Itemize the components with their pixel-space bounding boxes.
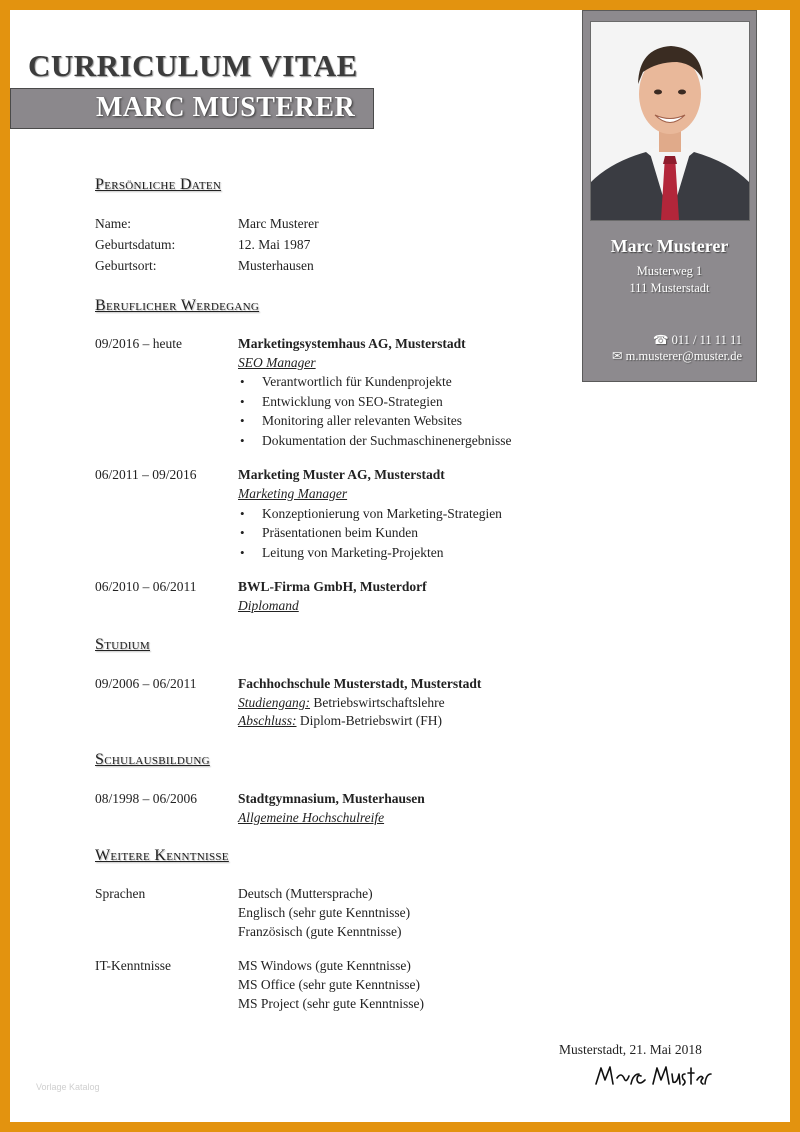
career-task: Verantwortlich für Kundenprojekte (262, 374, 452, 389)
career-task: Leitung von Marketing-Projekten (262, 545, 444, 560)
personal-label: Geburtsort: (95, 258, 157, 273)
personal-value: Musterhausen (238, 258, 314, 273)
career-period: 09/2016 – heute (95, 336, 182, 351)
name-banner (10, 88, 374, 129)
career-role: SEO Manager (238, 355, 316, 370)
career-company: Marketingsystemhaus AG, Musterstadt (238, 336, 466, 351)
career-task: Monitoring aller relevanten Websites (262, 413, 462, 428)
career-company: Marketing Muster AG, Musterstadt (238, 467, 445, 482)
personal-label: Geburtsdatum: (95, 237, 176, 252)
language-item: Englisch (sehr gute Kenntnisse) (238, 905, 411, 920)
study-degree-label: Abschluss: (238, 713, 297, 728)
school-heading: Schulausbildung (95, 751, 210, 768)
career-role: Diplomand (238, 598, 299, 613)
place-date: Musterstadt, 21. Mai 2018 (559, 1042, 702, 1057)
personal-value: 12. Mai 1987 (238, 237, 311, 252)
career-heading: Beruflicher Werdegang (95, 297, 260, 314)
school-period: 08/1998 – 06/2006 (95, 791, 198, 806)
sidebar-phone: ☎ 011 / 11 11 11 (652, 333, 742, 347)
portrait-image (591, 22, 749, 220)
bullet-dot: • (240, 374, 245, 389)
bullet-dot: • (240, 394, 245, 409)
study-degree-row (238, 713, 442, 729)
sidebar-email[interactable]: ✉ m.musterer@muster.de (612, 349, 742, 363)
it-skills-label: IT-Kenntnisse (95, 958, 171, 973)
study-degree: Diplom-Betriebswirt (FH) (296, 713, 442, 728)
bullet-dot: • (240, 525, 245, 540)
study-heading: Studium (95, 636, 150, 653)
language-item: Deutsch (Muttersprache) (238, 886, 373, 901)
study-school: Fachhochschule Musterstadt, Musterstadt (238, 676, 482, 691)
bullet-dot: • (240, 545, 245, 560)
sidebar-city: 111 Musterstadt (629, 281, 710, 295)
study-subject: Betriebswirtschaftslehre (310, 695, 445, 710)
banner-name: MARC MUSTERER (96, 92, 356, 123)
career-task: Konzeptionierung von Marketing-Strategien (262, 506, 502, 521)
career-role: Marketing Manager (238, 486, 348, 501)
study-subject-row (238, 695, 445, 711)
cv-page (10, 10, 790, 1122)
career-period: 06/2011 – 09/2016 (95, 467, 197, 482)
school-name: Stadtgymnasium, Musterhausen (238, 791, 425, 806)
it-skill-item: MS Office (sehr gute Kenntnisse) (238, 977, 420, 992)
language-item: Französisch (gute Kenntnisse) (238, 924, 402, 939)
study-subject-label: Studiengang: (238, 695, 310, 710)
skills-heading: Weitere Kenntnisse (95, 847, 229, 864)
personal-value: Marc Musterer (238, 216, 319, 231)
bullet-dot: • (240, 413, 245, 428)
it-skill-item: MS Windows (gute Kenntnisse) (238, 958, 411, 973)
career-task: Präsentationen beim Kunden (262, 525, 418, 540)
bullet-dot: • (240, 433, 245, 448)
sidebar-street: Musterweg 1 (636, 264, 703, 278)
bullet-dot: • (240, 506, 245, 521)
document-title: CURRICULUM VITAE (28, 48, 358, 83)
personal-label: Name: (95, 216, 131, 231)
career-task: Dokumentation der Suchmaschinenergebnisse (262, 433, 512, 448)
personal-data-heading: Persönliche Daten (95, 176, 222, 193)
profile-photo (590, 21, 750, 221)
it-skill-item: MS Project (sehr gute Kenntnisse) (238, 996, 424, 1011)
career-task: Entwicklung von SEO-Strategien (262, 394, 443, 409)
languages-label: Sprachen (95, 886, 146, 901)
career-company: BWL-Firma GmbH, Musterdorf (238, 579, 427, 594)
contact-sidebar (582, 10, 757, 382)
signature-image (593, 1060, 713, 1090)
school-degree: Allgemeine Hochschulreife (238, 810, 385, 825)
study-period: 09/2006 – 06/2011 (95, 676, 197, 691)
watermark: Vorlage Katalog (36, 1082, 100, 1092)
sidebar-name: Marc Musterer (610, 236, 729, 256)
career-period: 06/2010 – 06/2011 (95, 579, 197, 594)
